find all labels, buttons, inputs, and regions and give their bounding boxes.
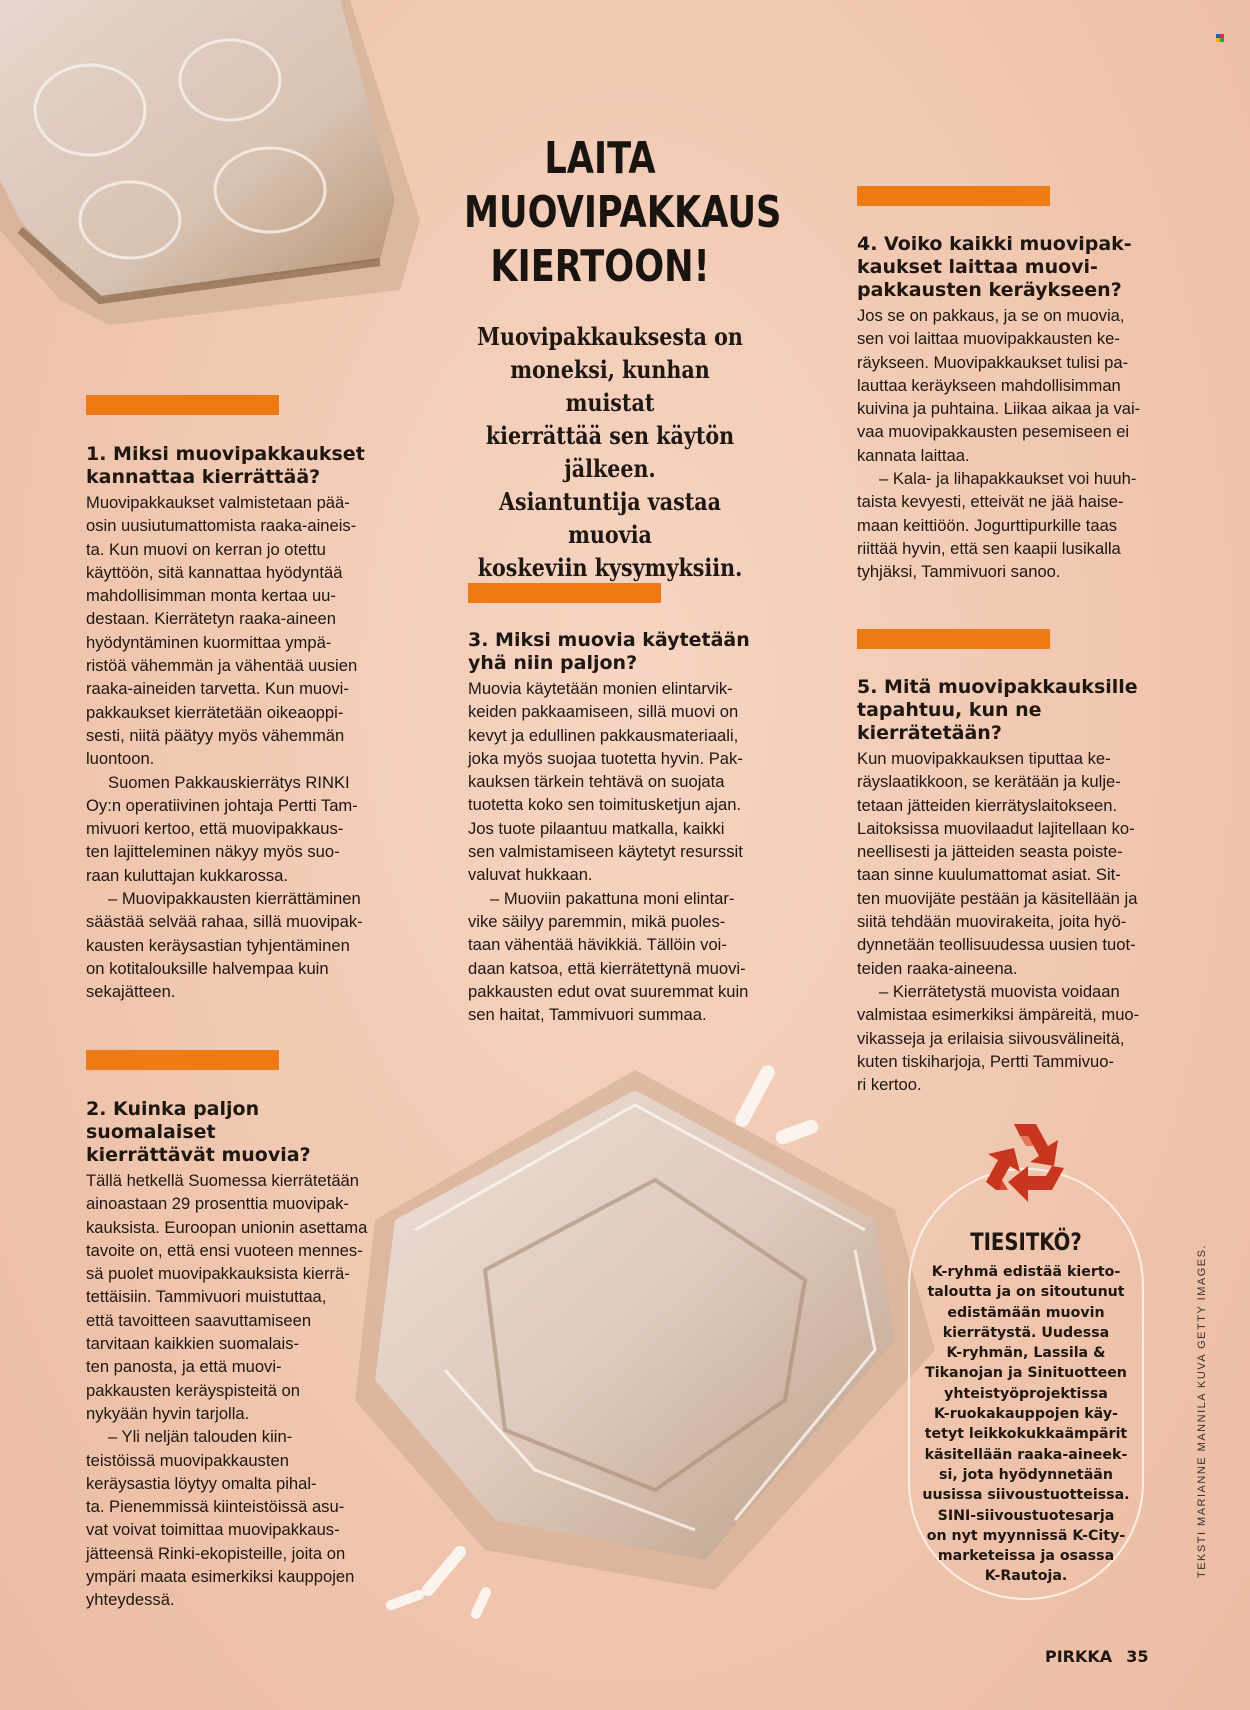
title-line: LAITA [544, 133, 656, 184]
body-line: raan kuluttajan kukkarossa. [86, 865, 289, 885]
body-line: taan sinne kuulumattomat asiat. Sit- [857, 865, 1121, 885]
body-line: teistöissä muovipakkausten [86, 1450, 289, 1470]
body-line: lauttaa keräykseen mahdollisimman [857, 375, 1121, 395]
body-line: sen haitat, Tammivuori summaa. [468, 1005, 707, 1025]
body-line: – Kala- ja lihapakkaukset voi huuh- [879, 469, 1137, 489]
body-line: keiden pakkaamiseen, sillä muovi on [468, 702, 739, 722]
section-heading [468, 629, 768, 675]
section-divider-bar [86, 1050, 279, 1070]
body-line: – Muoviin pakattuna moni elintar- [490, 888, 735, 908]
body-line: – Muovipakkausten kierrättäminen [108, 889, 361, 909]
body-line: kausten keräysastian tyhjentäminen [86, 935, 350, 955]
body-line: vat voivat toimittaa muovipakkaus- [86, 1520, 340, 1540]
body-line: jätteensä Rinki-ekopisteille, joita on [86, 1543, 346, 1563]
section-divider-bar [857, 629, 1050, 649]
body-line: räyslaatikkoon, se kerätään ja kulje- [857, 772, 1121, 792]
body-line: ten muovijäte pestään ja käsitellään ja [857, 888, 1138, 908]
photo-credit: TEKSTI MARIANNE MANNILA KUVA GETTY IMAGES. [1196, 1244, 1208, 1578]
tip-line: taloutta ja on sitoutunut [927, 1284, 1125, 1301]
section-heading [86, 443, 386, 489]
body-line: sen valmistamiseen käytetyt resurssit [468, 842, 743, 862]
body-line: pakkaukset kierrätetään oikeaoppi- [86, 702, 344, 722]
body-line: sekajätteen. [86, 982, 176, 1002]
heading-line: 1. Miksi muovipakkaukset [86, 443, 365, 465]
body-line: vaa muovipakkausten pesemiseen ei [857, 422, 1130, 442]
tip-line: edistämään muovin [947, 1304, 1105, 1321]
body-line: mivuori kertoo, että muovipakkaus- [86, 819, 344, 839]
body-line: dynnetään teollisuudessa uusien tuot- [857, 935, 1136, 955]
tip-line: marketeissa ja osassa [937, 1548, 1115, 1565]
body-line: Jos tuote pilaantuu matkalla, kaikki [468, 818, 725, 838]
body-line: yhteydessä. [86, 1590, 175, 1610]
title-line: KIERTOON! [490, 241, 710, 292]
tip-line: si, jota hyödynnetään [939, 1466, 1113, 1483]
body-line: käyttöön, sitä kannattaa hyödyntää [86, 562, 343, 582]
body-line: tyhjäksi, Tammivuori sanoo. [857, 562, 1061, 582]
body-line: on kotitalouksille halvempaa kuin [86, 958, 329, 978]
body-line: tavoite on, että ensi vuoteen mennes- [86, 1240, 363, 1260]
body-line: räykseen. Muovipakkaukset tulisi pa- [857, 352, 1129, 372]
body-line: maan keittiöön. Jogurttipurkille taas [857, 515, 1118, 535]
tip-line: K-Rautoja. [984, 1568, 1068, 1585]
body-line: raaka-aineiden tarvetta. Kun muovi- [86, 679, 349, 699]
body-line: kannata laittaa. [857, 445, 970, 465]
body-line: teiden raaka-aineena. [857, 958, 1018, 978]
section-divider-bar [857, 186, 1050, 206]
section-divider-bar [86, 395, 279, 415]
heading-line: kannattaa kierrättää? [86, 466, 321, 488]
body-line: tuotetta koko sen toimitusketjun ajan. [468, 795, 742, 815]
body-line: pakkausten edut ovat suuremmat kuin [468, 981, 749, 1001]
tip-line: K-ryhmän, Lassila & [946, 1345, 1106, 1362]
body-line: osin uusiutumattomista raaka-aineis- [86, 516, 357, 536]
body-line: nykyään hyvin tarjolla. [86, 1403, 250, 1423]
body-line: vike säilyy paremmin, mikä puoles- [468, 911, 726, 931]
body-line: kauksista. Euroopan unionin asettama [86, 1217, 368, 1237]
page-title [464, 132, 782, 294]
section-body [468, 677, 768, 1026]
tip-body [910, 1262, 1142, 1587]
publisher-logo-icon [1216, 34, 1224, 42]
page-footer [1045, 1647, 1148, 1666]
body-line: ten panosta, ja että muovi- [86, 1357, 282, 1377]
magazine-name: PIRKKA [1045, 1647, 1113, 1666]
section-body [857, 747, 1157, 1096]
body-line: sen voi laittaa muovipakkausten ke- [857, 329, 1120, 349]
lead-line: koskeviin kysymyksiin. [477, 553, 743, 582]
body-line: Muovia käytetään monien elintarvik- [468, 679, 733, 698]
tip-line: uusissa siivoustuotteissa. [922, 1487, 1130, 1504]
body-line: ten lajitteleminen näkyy myös suo- [86, 842, 340, 862]
body-line: sä puolet muovipakkauksista kierrä- [86, 1264, 350, 1284]
body-line: siitä tehdään muovirakeita, joita hyö- [857, 912, 1127, 932]
body-line: valuvat hukkaan. [468, 865, 593, 885]
section-body [857, 304, 1157, 584]
body-line: kauksen tärkein tehtävä on suojata [468, 772, 725, 792]
body-line: – Kierrätetystä muovista voidaan [879, 981, 1120, 1001]
tip-line: K-ryhmä edistää kierto- [931, 1264, 1121, 1280]
body-line: – Yli neljän talouden kiin- [108, 1427, 293, 1447]
heading-line: tapahtuu, kun ne [857, 699, 1042, 721]
body-line: tetaan jätteiden kierrätyslaitokseen. [857, 795, 1118, 815]
tip-line: yhteistyöprojektissa [944, 1385, 1108, 1402]
plastic-tray-photo-top [0, 0, 440, 330]
section-heading [86, 1098, 386, 1167]
lead-paragraph [464, 320, 756, 584]
heading-line: 4. Voiko kaikki muovipak- [857, 233, 1132, 255]
body-line: ristöä vähemmän ja vähentää uusien [86, 656, 358, 676]
body-line: destaan. Kierrätetyn raaka-aineen [86, 609, 336, 629]
body-line: Jos se on pakkaus, ja se on muovia, [857, 306, 1125, 325]
body-line: taista kevyesti, etteivät ne jää haise- [857, 492, 1124, 512]
article-section-2 [86, 1098, 386, 1612]
body-line: daan katsoa, että kierrätettynä muovi- [468, 958, 746, 978]
tip-line: kierrätystä. Uudessa [942, 1324, 1110, 1341]
body-line: että tavoitteen saavuttamiseen [86, 1310, 312, 1330]
section-heading [857, 676, 1157, 745]
recycle-icon [976, 1118, 1074, 1206]
body-line: kuivina ja puhtaina. Liikaa aikaa ja vai- [857, 399, 1141, 419]
tip-title: TIESITKÖ? [970, 1228, 1082, 1256]
body-line: Tällä hetkellä Suomessa kierrätetään [86, 1171, 360, 1190]
body-line: mahdollisimman monta kertaa uu- [86, 586, 336, 606]
section-divider-bar [468, 583, 661, 603]
page-number: 35 [1126, 1647, 1149, 1666]
heading-line: yhä niin paljon? [468, 652, 638, 674]
body-line: ainoastaan 29 prosenttia muovipak- [86, 1194, 349, 1214]
body-line: ympäri maata esimerkiksi kauppojen [86, 1567, 355, 1587]
tip-line: K-ruokakauppojen käy- [934, 1406, 1118, 1423]
tip-line: käsitellään raaka-aineek- [924, 1446, 1128, 1463]
heading-line: 5. Mitä muovipakkauksille [857, 676, 1138, 698]
tip-line: tetyt leikkokukkaämpärit [924, 1426, 1128, 1443]
lead-line: kierrättää sen käytön jälkeen. [485, 421, 735, 483]
body-line: vikasseja ja erilaisia siivousvälineitä, [857, 1028, 1125, 1048]
body-line: Oy:n operatiivinen johtaja Pertti Tam- [86, 795, 358, 815]
tip-line: Tikanojan ja Sinituotteen [925, 1365, 1127, 1382]
heading-line: 3. Miksi muovia käytetään [468, 629, 750, 651]
heading-line: 2. Kuinka paljon suomalaiset [86, 1098, 260, 1143]
article-section-5 [857, 676, 1157, 1096]
body-line: Muovipakkaukset valmistetaan pää- [86, 493, 350, 512]
body-line: pakkausten keräyspisteitä on [86, 1380, 301, 1400]
article-section-4 [857, 233, 1157, 584]
body-line: hyödyntäminen kuormittaa ympä- [86, 632, 332, 652]
body-line: Kun muovipakkauksen tiputtaa ke- [857, 749, 1111, 768]
heading-line: pakkausten keräykseen? [857, 279, 1122, 301]
title-line: MUOVIPAKKAUS [464, 187, 782, 238]
lead-line: Asiantuntija vastaa muovia [498, 487, 722, 549]
body-line: taan vähentää hävikkiä. Tällöin voi- [468, 935, 727, 955]
body-line: Laitoksissa muovilaadut lajitellaan ko- [857, 818, 1135, 838]
plastic-tray-photo-bottom [335, 1050, 955, 1610]
section-body [86, 491, 386, 1004]
body-line: kevyt ja edullinen pakkausmateriaali, [468, 725, 739, 745]
article-section-3 [468, 629, 768, 1026]
body-line: ta. Kun muovi on kerran jo otettu [86, 539, 326, 559]
body-line: tarvitaan kaikkien suomalais- [86, 1334, 300, 1354]
section-heading [857, 233, 1157, 302]
body-line: ri kertoo. [857, 1075, 922, 1095]
section-body [86, 1169, 386, 1612]
body-line: kuten tiskiharjoja, Pertti Tammivuo- [857, 1051, 1114, 1071]
body-line: neellisesti ja jätteiden seasta poiste- [857, 842, 1123, 862]
lead-line: moneksi, kunhan muistat [510, 355, 710, 417]
body-line: joka myös suojaa tuotetta hyvin. Pak- [468, 748, 743, 768]
body-line: sesti, niitä päätyy myös vähemmän [86, 725, 345, 745]
body-line: keräysastia löytyy omalta pihal- [86, 1473, 317, 1493]
tip-line: SINI-siivoustuotesarja [937, 1507, 1115, 1524]
lead-line: Muovipakkauksesta on [477, 322, 743, 351]
tip-line: on nyt myynnissä K-City- [926, 1527, 1126, 1544]
body-line: ta. Pienemmissä kiinteistöissä asu- [86, 1497, 345, 1517]
body-line: luontoon. [86, 749, 155, 769]
body-line: säästää selvää rahaa, sillä muovipak- [86, 912, 363, 932]
article-section-1 [86, 443, 386, 1004]
body-line: riittää hyvin, että sen kaapii lusikalla [857, 538, 1121, 558]
body-line: valmistaa esimerkiksi ämpäreitä, muo- [857, 1005, 1140, 1025]
body-line: tettäisiin. Tammivuori muistuttaa, [86, 1287, 327, 1307]
heading-line: kierrättävät muovia? [86, 1144, 311, 1166]
body-line: Suomen Pakkauskierrätys RINKI [108, 772, 350, 792]
heading-line: kaukset laittaa muovi- [857, 256, 1098, 278]
heading-line: kierrätetään? [857, 722, 1002, 744]
